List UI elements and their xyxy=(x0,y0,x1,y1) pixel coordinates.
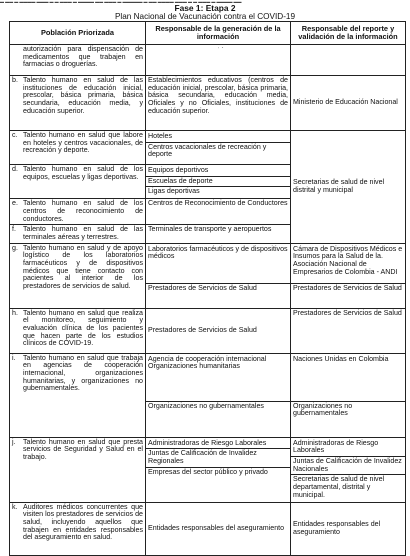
generation-cell: Equipos deportivos Escuelas de deporte Ligas deportivas xyxy=(146,165,291,199)
phase-title: Fase 1: Etapa 2 xyxy=(174,3,236,13)
table-row xyxy=(10,45,406,76)
generation-cell: Agencia de cooperación internacional Organizaciones humanitarias Organizaciones no gubernamentales xyxy=(146,353,291,437)
table-row xyxy=(10,76,406,131)
population-cell: f. Talento humano en salud de las terminales aéreas y terrestres. xyxy=(10,225,146,243)
priority-table xyxy=(9,21,406,556)
generation-cell: Centros de Reconocimiento de Conductores xyxy=(146,199,291,225)
population-cell: g. Talento humano en salud y de apoyo logístico de los laboratorios farmacéuticos y de dispositivos médicos que tiene contacto con pacientes al interior de los prestadores de servicios de salud. xyxy=(10,243,146,308)
table-row xyxy=(10,502,406,555)
population-cell: b. Talento humano en salud de las instituciones de educación inicial, prescolar, básica primaria, básica secundaria, educación media, y educación superior. xyxy=(10,76,146,131)
population-cell: j. Talento humano en salud que presta servicios de Seguridad y Salud en el trabajo. xyxy=(10,437,146,502)
scan-speck: ˙ ´ xyxy=(218,48,224,54)
population-cell: c. Talento humano en salud que labore en hoteles y centros vacacionales, de recreación y deporte. xyxy=(10,131,146,165)
generation-cell: Entidades responsables del aseguramiento xyxy=(146,502,291,555)
header-row xyxy=(10,22,406,45)
report-cell: Ministerio de Educación Nacional xyxy=(291,76,406,131)
table-row xyxy=(10,308,406,353)
generation-cell: Administradoras de Riesgo Laborales Juntas de Calificación de Invalidez Regionales Empresas del sector público y privado xyxy=(146,437,291,502)
population-cell: d. Talento humano en salud de los equipos, escuelas y ligas deportivas. xyxy=(10,165,146,199)
report-cell: Prestadores de Servicios de Salud xyxy=(291,308,406,353)
generation-cell: Laboratorios farmacéuticos y de dispositivos médicos Prestadores de Servicios de Salud xyxy=(146,243,291,308)
population-cell: h. Talento humano en salud que realiza el monitoreo, seguimiento y evaluación clínica de los pacientes que hacen parte de los estudios clínicos de COVID-19. xyxy=(10,308,146,353)
population-cell: e. Talento humano en salud de los centros de reconocimiento de conductores. xyxy=(10,199,146,225)
population-cell: i. Talento humano en salud que trabaja en agencias de cooperación internacional, organizaciones humanitarias, y organizaciones no gubernamentales. xyxy=(10,353,146,437)
generation-cell: Hoteles Centros vacacionales de recreación y deporte xyxy=(146,131,291,165)
report-cell: Naciones Unidas en Colombia Organizaciones no gubernamentales xyxy=(291,353,406,437)
table-row xyxy=(10,353,406,437)
report-cell: Administradoras de Riesgo Laborales Juntas de Calificación de Invalidez Nacionales Secretarias de salud de nivel departamental, distrital y municipal. xyxy=(291,437,406,502)
col-header-generation: Responsable de la generación de la información xyxy=(146,22,291,45)
report-cell xyxy=(291,45,406,76)
report-cell: Secretarias de salud de nivel distrital y municipal xyxy=(291,131,406,244)
generation-cell: Terminales de transporte y aeropuertos xyxy=(146,225,291,243)
col-header-report: Responsable del reporte y validación de la información xyxy=(291,22,406,45)
report-cell: Cámara de Dispositivos Médicos e Insumos para la Salud de la. Asociación Nacional de Empresarios de Colombia - ANDI Prestadores de Servicios de Salud xyxy=(291,243,406,308)
plan-subtitle: Plan Nacional de Vacunación contra el COVID-19 xyxy=(114,12,296,21)
population-cell: k. Auditores médicos concurrentes que visiten los prestadores de servicios de salud, incluyendo aquellos que trabajen en entidades responsables del aseguramiento en salud. xyxy=(10,502,146,555)
table-row xyxy=(10,437,406,502)
col-header-population: Población Priorizada xyxy=(10,22,146,45)
table-row xyxy=(10,243,406,308)
scan-artifact-strip: ▬ ▬▬ ▬ ▬▬▬▬ ▬▬▬ ▬ ▬ ▬▬▬ ▬ ▬▬▬▬ ▬▬ ▬▬▬ ▬ ▬▬▬▬▬ ▬ ▬▬ ▬▬▬▬ ▬▬▬ ▬ ▬ ▬▬▬ ▬ ▬▬▬▬ ▬▬ xyxy=(0,0,242,4)
generation-cell: Prestadores de Servicios de Salud xyxy=(146,308,291,353)
population-cell: autorización para dispensación de medicamentos que trabajen en farmacias o droguerías. xyxy=(10,45,146,76)
generation-cell: Establecimientos educativos (centros de educación inicial, prescolar, básica primaria, básica secundaria, educación media, Oficiales y no Oficiales, instituciones de educación superior. xyxy=(146,76,291,131)
table-row xyxy=(10,131,406,165)
report-cell: Entidades responsables del aseguramiento xyxy=(291,502,406,555)
